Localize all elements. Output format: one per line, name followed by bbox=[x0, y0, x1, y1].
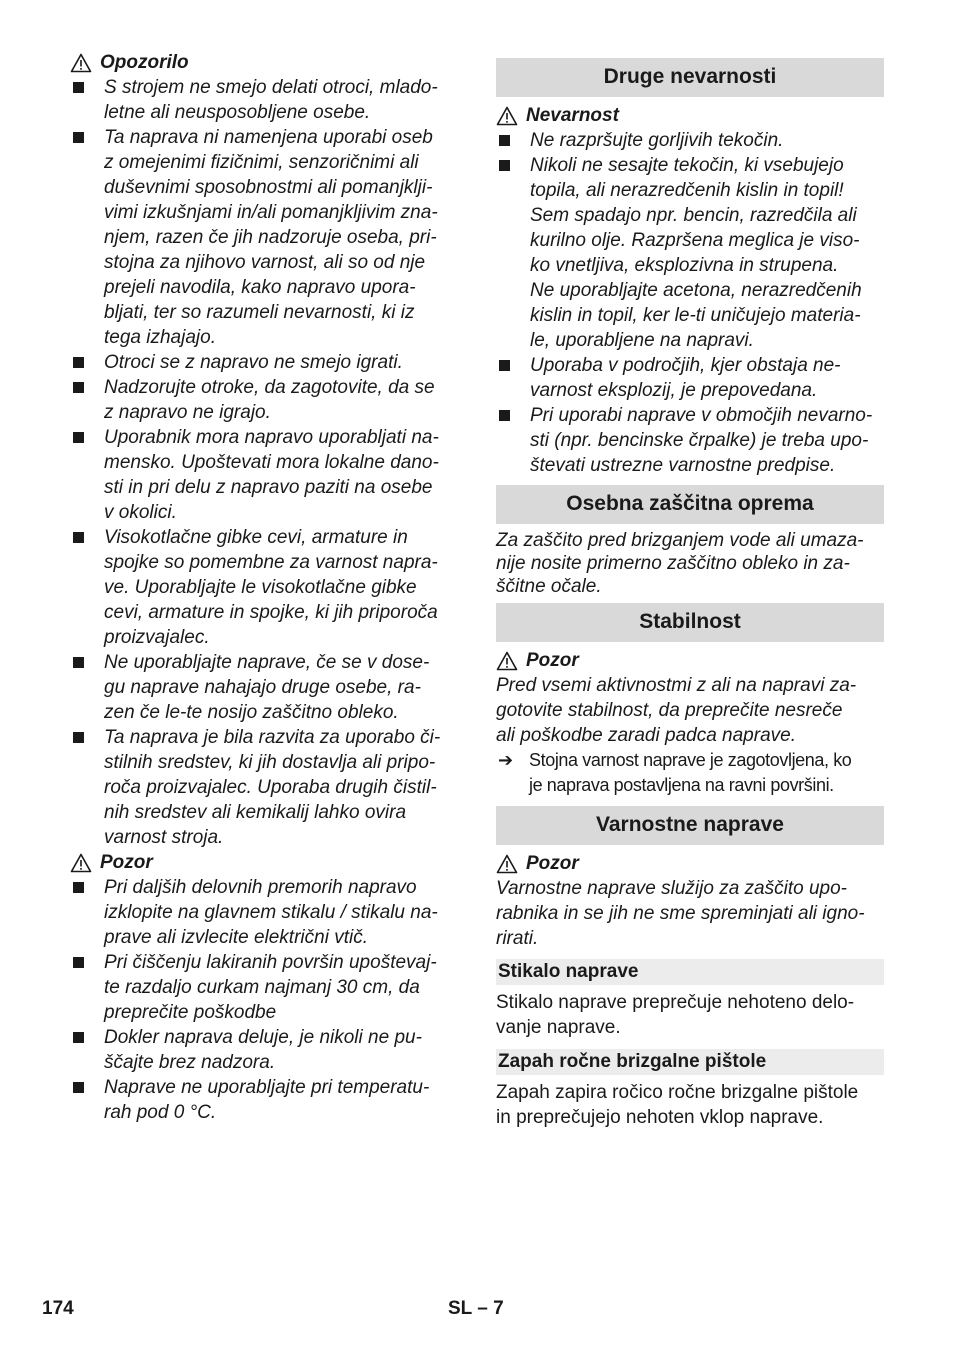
warning-heading bbox=[70, 50, 460, 75]
bullet-square-icon bbox=[73, 957, 84, 968]
list-item bbox=[70, 950, 460, 1025]
stability-caution-heading bbox=[496, 648, 884, 673]
stability-caution-text: Pozor bbox=[526, 650, 579, 671]
list-item bbox=[496, 403, 884, 478]
stability-text: Pred vsemi aktivnostmi z ali na napravi za- gotovite stabilnost, da preprečite nesreče ali poškodbe zaradi padca naprave. bbox=[496, 675, 857, 746]
device-switch-text: Stikalo naprave preprečuje nehoteno delo- vanje naprave. bbox=[496, 992, 855, 1038]
danger-heading-text: Nevarnost bbox=[526, 105, 619, 126]
bullet-square-icon bbox=[73, 532, 84, 543]
warning-triangle-icon bbox=[496, 854, 518, 874]
bullet-square-icon bbox=[73, 882, 84, 893]
list-item-text: Visokotlačne gibke cevi, armature in spojke so pomembne za varnost napra- ve. Uporabljajte le visokotlačne gibke cevi, armature in spojke, ki jih priporoča proizvajalec. bbox=[104, 527, 438, 648]
left-column bbox=[70, 50, 460, 1125]
list-item bbox=[70, 350, 460, 375]
warning-list bbox=[70, 75, 460, 850]
list-item-text: Pri čiščenju lakiranih površin upoštevaj- te razdaljo curkam najmanj 30 cm, da preprečite poškodbe bbox=[104, 952, 437, 1023]
right-column bbox=[496, 58, 884, 1130]
language-page: – 7 bbox=[477, 1298, 504, 1319]
bullet-square-icon bbox=[73, 357, 84, 368]
list-item bbox=[70, 725, 460, 850]
bullet-square-icon bbox=[73, 132, 84, 143]
danger-heading bbox=[496, 103, 884, 128]
caution-heading bbox=[70, 850, 460, 875]
bullet-square-icon bbox=[73, 1082, 84, 1093]
list-item-text: Ne razpršujte gorljivih tekočin. bbox=[530, 130, 784, 151]
warning-heading-text: Opozorilo bbox=[100, 52, 189, 73]
list-item-text: Pri daljših delovnih premorih napravo izklopite na glavnem stikalu / stikalu na- prave ali izvlecite električni vtič. bbox=[104, 877, 438, 948]
warning-triangle-icon bbox=[70, 53, 92, 73]
list-item-text: Ta naprava je bila razvita za uporabo či- stilnih sredstev, ki jih dostavlja ali pripo- roča proizvajalec. Uporaba drugih čistil- nih sredstev ali kemikalij lahko ovira varnost stroja. bbox=[104, 727, 441, 848]
list-item bbox=[70, 875, 460, 950]
section-heading-ppe: Osebna zaščitna oprema bbox=[496, 485, 884, 524]
bullet-square-icon bbox=[499, 410, 510, 421]
list-item bbox=[496, 128, 884, 153]
bullet-square-icon bbox=[73, 432, 84, 443]
list-item-text: Dokler naprava deluje, je nikoli ne pu- ščajte brez nadzora. bbox=[104, 1027, 422, 1073]
list-item-text: Ta naprava ni namenjena uporabi oseb z omejenimi fizičnimi, senzoričnimi ali duševnimi sposobnostmi ali pomanjklji- vimi izkušnjami in/ali pomanjkljivim zna- njem, razen če jih nadzoruje oseba, pri- stojna za njihovo varnost, ali so od nje prejeli navodila, kako napravo upora- bljati, ter so razumeli nevarnosti, ki iz tega izhajajo. bbox=[104, 127, 438, 348]
list-item-text: Naprave ne uporabljajte pri temperatu- rah pod 0 °C. bbox=[104, 1077, 430, 1123]
warning-triangle-icon bbox=[496, 651, 518, 671]
bullet-square-icon bbox=[499, 135, 510, 146]
page-number: 174 bbox=[42, 1298, 74, 1319]
footer-language bbox=[448, 1297, 504, 1321]
list-item bbox=[70, 125, 460, 350]
list-item bbox=[70, 425, 460, 525]
bullet-square-icon bbox=[73, 732, 84, 743]
list-item bbox=[70, 1025, 460, 1075]
danger-list bbox=[496, 128, 884, 478]
bullet-square-icon bbox=[73, 1032, 84, 1043]
list-item-text: Nadzorujte otroke, da zagotovite, da se z napravo ne igrajo. bbox=[104, 377, 435, 423]
list-item-text: Otroci se z napravo ne smejo igrati. bbox=[104, 352, 403, 373]
safety-caution-heading bbox=[496, 851, 884, 876]
section-heading-stability: Stabilnost bbox=[496, 603, 884, 642]
bullet-square-icon bbox=[499, 360, 510, 371]
caution-list bbox=[70, 875, 460, 1125]
list-item bbox=[70, 375, 460, 425]
section-heading-other-hazards: Druge nevarnosti bbox=[496, 58, 884, 97]
language-code: SL bbox=[448, 1298, 472, 1319]
stability-arrow-item bbox=[496, 748, 884, 798]
list-item bbox=[70, 1075, 460, 1125]
arrow-right-icon: ➔ bbox=[498, 750, 513, 770]
list-item bbox=[496, 153, 884, 353]
list-item bbox=[70, 525, 460, 650]
list-item bbox=[496, 353, 884, 403]
safety-devices-text: Varnostne naprave služijo za zaščito upo- rabnika in se jih ne sme spreminjati ali igno- rirati. bbox=[496, 878, 865, 949]
bullet-square-icon bbox=[73, 382, 84, 393]
warning-triangle-icon bbox=[496, 106, 518, 126]
bullet-square-icon bbox=[73, 657, 84, 668]
bullet-square-icon bbox=[73, 82, 84, 93]
list-item-text: Pri uporabi naprave v območjih nevarno- sti (npr. bencinske črpalke) je treba upo- števati ustrezne varnostne predpise. bbox=[530, 405, 873, 476]
list-item-text: Nikoli ne sesajte tekočin, ki vsebujejo topila, ali nerazredčenih kislin in topil! Sem spadajo npr. bencin, razredčila ali kurilno olje. Razpršena meglica je viso- ko vnetljiva, eksplozivna in strupena. Ne uporabljajte acetona, nerazredčenih kislin in topil, ker le-ti uničujejo materia- le, uporabljene na napravi. bbox=[530, 155, 862, 351]
section-heading-safety-devices: Varnostne naprave bbox=[496, 806, 884, 845]
list-item bbox=[70, 650, 460, 725]
list-item-text: Uporaba v področjih, kjer obstaja ne- varnost eksplozij, je prepovedana. bbox=[530, 355, 841, 401]
subheading-device-switch: Stikalo naprave bbox=[496, 959, 884, 985]
bullet-square-icon bbox=[499, 160, 510, 171]
list-item-text: S strojem ne smejo delati otroci, mlado- letne ali neusposobljene osebe. bbox=[104, 77, 438, 123]
safety-caution-text: Pozor bbox=[526, 853, 579, 874]
subheading-trigger-lock: Zapah ročne brizgalne pištole bbox=[496, 1049, 884, 1075]
caution-heading-text: Pozor bbox=[100, 852, 153, 873]
list-item bbox=[70, 75, 460, 125]
list-item-text: Uporabnik mora napravo uporabljati na- mensko. Upoštevati mora lokalne dano- sti in pri delu z napravo paziti na osebe v okolici. bbox=[104, 427, 439, 523]
trigger-lock-text: Zapah zapira ročico ročne brizgalne pištole in preprečujejo nehoten vklop naprave. bbox=[496, 1082, 859, 1128]
stability-arrow-text: Stojna varnost naprave je zagotovljena, ko je naprava postavljena na ravni površini. bbox=[529, 750, 852, 795]
list-item-text: Ne uporabljajte naprave, če se v dose- gu naprave nahajajo druge osebe, ra- zen če le-te nosijo zaščitno obleko. bbox=[104, 652, 430, 723]
ppe-text: Za zaščito pred brizganjem vode ali umaza- nije nosite primerno zaščitno obleko in za- ščitne očale. bbox=[496, 530, 864, 597]
warning-triangle-icon bbox=[70, 853, 92, 873]
